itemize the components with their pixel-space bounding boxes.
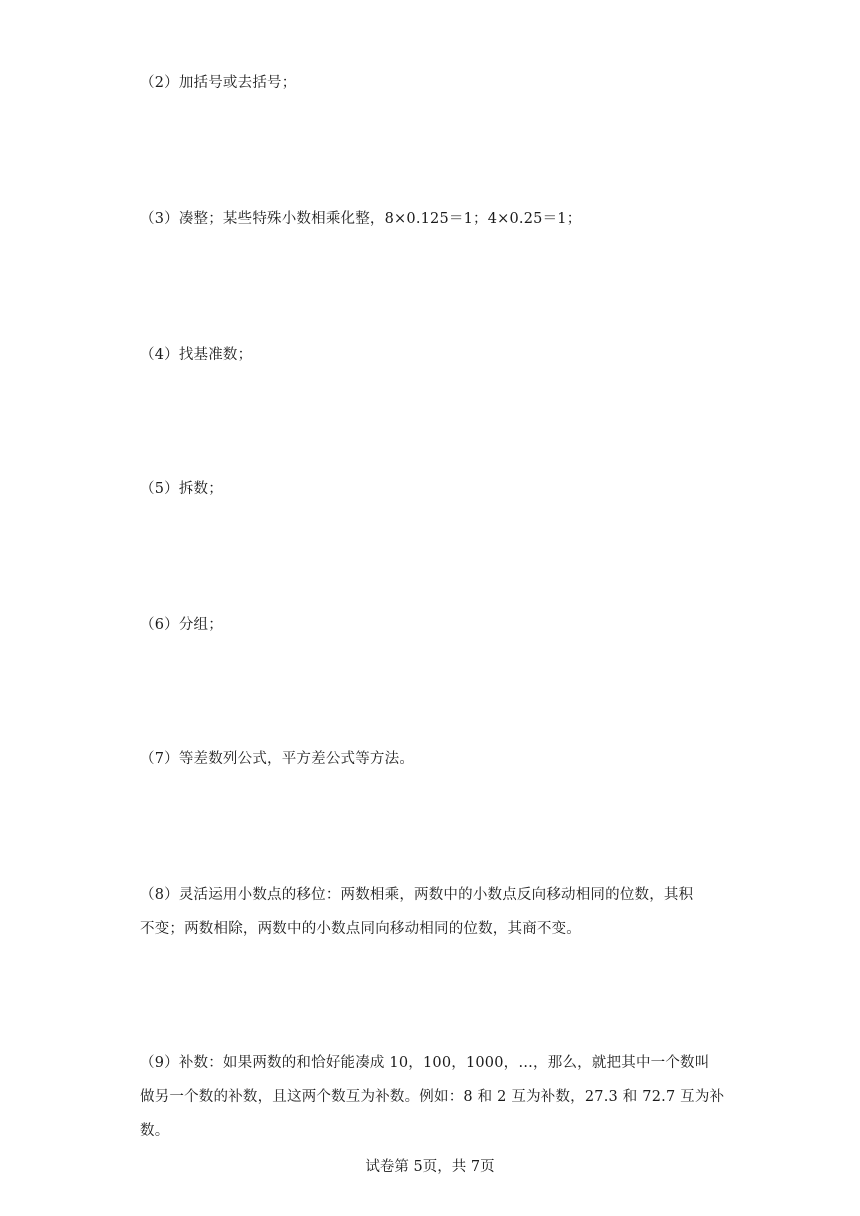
item-9-line-2: 做另一个数的补数，且这两个数互为补数。例如：8 和 2 互为补数，27.3 和 72.7 互为补 [140,1089,725,1105]
item-8 [140,878,730,946]
item-9-line-3: 数。 [140,1123,170,1139]
item-9 [140,1046,730,1148]
item-9-line-1: （9）补数：如果两数的和恰好能凑成 10，100，1000，…，那么，就把其中一个数叫 [140,1055,710,1071]
page-footer: 试卷第 5页，共 7页 [365,1159,495,1175]
item-5 [140,472,730,506]
item-4 [140,338,730,372]
item-7-line-1: （7）等差数列公式，平方差公式等方法。 [140,751,415,767]
item-3-line-1: （3）凑整；某些特殊小数相乘化整，8×0.125＝1；4×0.25＝1； [140,211,582,227]
item-8-line-1: （8）灵活运用小数点的移位：两数相乘，两数中的小数点反向移动相同的位数，其积 [140,887,694,903]
item-8-line-2: 不变；两数相除，两数中的小数点同向移动相同的位数，其商不变。 [140,921,581,937]
item-6 [140,608,730,642]
item-7 [140,742,730,776]
item-3 [140,202,730,236]
item-5-line-1: （5）拆数； [140,481,223,497]
item-2 [140,66,730,100]
item-4-line-1: （4）找基准数； [140,347,253,363]
item-6-line-1: （6）分组； [140,617,223,633]
item-2-line-1: （2）加括号或去括号； [140,75,297,91]
